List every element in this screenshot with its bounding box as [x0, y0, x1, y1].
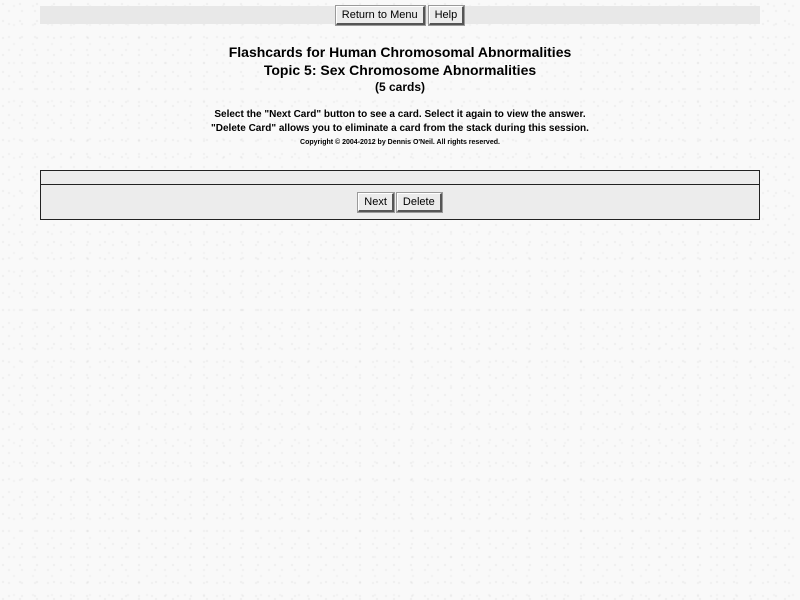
flashcard-display — [40, 170, 760, 185]
card-controls — [40, 184, 760, 220]
page-header — [0, 43, 800, 95]
delete-button[interactable]: Delete — [397, 193, 442, 212]
copyright-notice: Copyright © 2004-2012 by Dennis O'Neil. All rights reserved. — [300, 139, 500, 146]
instruction-delete: "Delete Card" allows you to eliminate a card from the stack during this session. — [211, 123, 589, 134]
page-title: Flashcards for Human Chromosomal Abnormalities — [228, 44, 572, 60]
return-to-menu-button[interactable]: Return to Menu — [336, 6, 425, 25]
topic-title: Topic 5: Sex Chromosome Abnormalities — [263, 62, 537, 78]
top-nav-bar — [40, 6, 760, 24]
next-button[interactable]: Next — [358, 193, 394, 212]
instructions-block — [0, 108, 800, 148]
help-button[interactable]: Help — [429, 6, 465, 25]
instruction-next: Select the "Next Card" button to see a card. Select it again to view the answer. — [214, 109, 586, 120]
card-count: (5 cards) — [374, 80, 426, 94]
